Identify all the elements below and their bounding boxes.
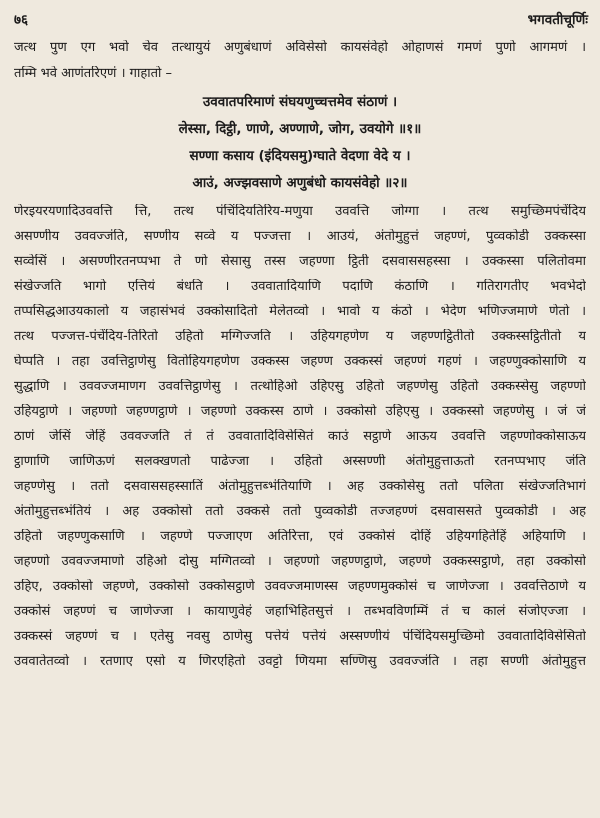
body-line: ट्ठाणाणि जाणिऊणं सलक्खणतो पाढेज्जा । उहितो अस्सण्णी अंतोमुहुत्ताऊतो रतनप्पभाए जंति — [14, 454, 586, 469]
body-line: णेरइयरयणादिउववत्ति त्ति, तत्थ पंचिंदियतिरिय-मणुया उववत्ति जोग्गा । तत्थ समुच्छिमपंचेंदिय — [14, 204, 586, 219]
page-number: ७६ — [14, 12, 29, 28]
verse-line: लेस्सा, दिट्ठी, णाणे, अण्णाणे, जोग, उवयोगे ॥१॥ — [178, 121, 422, 137]
body-line: उहियट्ठाणे । जहण्णो जहण्णट्ठाणे । जहण्णो उक्कस्स ठाणे । उक्कोसो उहिएसु । उक्कस्सो जहण्णेसु । जं जं — [14, 404, 586, 419]
body-line: घेप्पति । तहा उवत्तिट्ठाणेसु वितोहियगहणेण उक्कस्स जहण्ण उक्कस्सं जहण्णं गहणं । जहण्णुक्कोसाणि य — [14, 354, 586, 369]
verse-line: सण्णा कसाय (इंदियसमु)ग्घाते वेदणा वेदे य । — [189, 148, 411, 164]
body-line: असण्णीय उववज्जंति, सण्णीय सव्वे य पज्जत्ता । आउयं, अंतोमुहुत्तं जहण्णं, पुव्वकोडी उक्कस्सा — [14, 229, 586, 244]
verse-line: उववातपरिमाणं संघयणुच्चत्तमेव संठाणं । — [202, 94, 398, 110]
intro-line: तम्मि भवे आणंतरिएणं । गाहातो – — [14, 66, 172, 81]
body-line: उक्कोसं जहण्णं च जाणेज्जा । कायाणुवेहं जहाभिहितसुत्तं । तब्भवविणम्मिं तं च कालं संजोएज्जा । — [14, 604, 586, 619]
verse-line: आउं, अज्झवसाणे अणुबंधो कायसंवेहो ॥२॥ — [192, 175, 408, 191]
body-line: तत्थ पज्जत्त-पंचेंदिय-तिरितो उहितो मग्गिज्जति । उहियगहणेण य जहण्णट्ठितीतो उक्कस्सट्ठितीतो य — [14, 329, 586, 344]
body-line: उववातेतव्वो । रतणाए एसो य णिरएहितो उवट्टो णियमा सण्णिसु उववज्जंति । तहा सण्णी अंतोमुहुत्त — [14, 654, 586, 669]
body-line: उहिए, उक्कोसो जहण्णे, उक्कोसो उक्कोसट्ठाणे उववज्जमाणस्स जहण्णमुक्कोसं च जाणेज्जा । उववत्तिठाणे य — [14, 579, 586, 594]
body-line: संखेज्जति भागो एत्तियं बंधति । उववातादियाणि पदाणि कंठाणि । गतिरागतीए भवभेदो — [14, 279, 586, 294]
body-line: उक्कस्सं जहण्णं च । एतेसु नवसु ठाणेसु पत्तेयं पत्तेयं अस्सण्णीयं पंचिंदियसमुच्छिमो उववातादिविसेसितो — [14, 629, 586, 644]
body-line: अंतोमुहुत्तब्भंतियं । अह उक्कोसो ततो उक्कसे ततो पुव्वकोडी तज्जहण्णं दसवाससते पुव्वकोडी । अह — [14, 504, 586, 519]
body-line: जहण्णो उववज्जमाणो उहिओ दोसु मग्गितव्वो । जहण्णो जहण्णट्ठाणे, जहण्णे उक्कस्सट्ठाणे, तहा उक्कोसो — [14, 554, 586, 569]
running-title: भगवतीचूर्णिः — [527, 12, 588, 28]
body-line: सुद्धाणि । उववज्जमाणग उववत्तिट्ठाणेसु । तत्थोहिओ उहिएसु उहितो जहण्णेसु उहितो उक्कस्सेसु जहण्णो — [14, 379, 586, 394]
body-line: जहण्णेसु । ततो दसवाससहस्सातिं अंतोमुहुत्तब्भंतियाणि । अह उक्कोसेसु ततो पलिता संखेज्जतिभागं — [14, 479, 586, 494]
body-line: उहितो जहण्णुकसाणि । जहण्णे पज्जाएण अतिरित्ता, एवं उक्कोसं दोहिं उहियगहितेहिं अहियाणि । — [14, 529, 586, 544]
body-line: ठाणं जेसिं जेहिं उववज्जति तं तं उववातादिविसेसितं काउं सट्ठाणे आऊय उववत्ति जहण्णोक्कोसाऊय — [14, 429, 586, 444]
body-line: तप्पसिद्धआउयकालो य जहासंभवं उक्कोसादितो मेलेतव्वो । भावो य कंठो । भेदेण भणिज्जमाणे णेतो । — [14, 304, 586, 319]
intro-line: जत्थ पुण एग भवो चेव तत्थायुयं अणुबंधाणं अविसेसो कायसंवेहो ओहाणसं गमणं पुणो आगमणं । — [14, 40, 586, 55]
body-line: सव्वेसिं । असण्णीरतनप्पभा ते णो सेसासु तस्स जहण्णा ट्ठिती दसवाससहस्सा । उक्कस्सा पलितोवमा — [14, 254, 586, 269]
page-header — [14, 10, 588, 32]
